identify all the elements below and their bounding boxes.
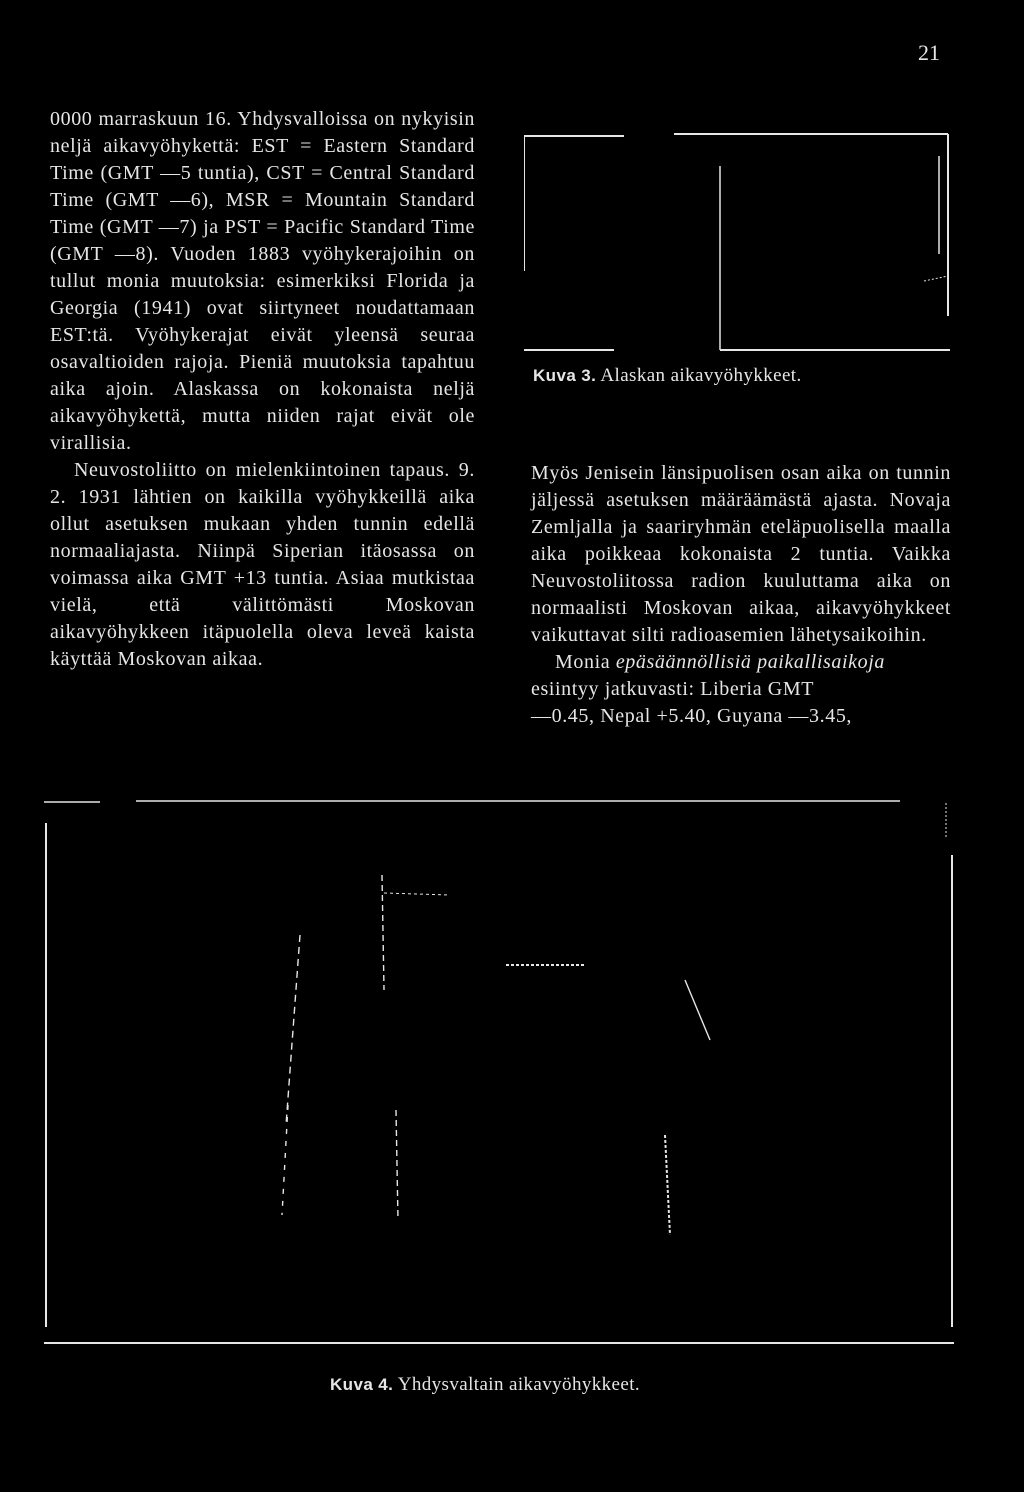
zone-boundary-1b (282, 1105, 288, 1215)
zone-boundary-2b (396, 1110, 398, 1220)
zone-boundary-1a (286, 935, 300, 1125)
page-number: 21 (918, 40, 940, 65)
figure-3-caption-text: Alaskan aikavyöhykkeet. (600, 365, 802, 386)
coast-fragment (924, 276, 948, 281)
map-frame-top-left (524, 136, 624, 271)
irregular-local-times: epäsäännöllisiä paikallisaikoja (615, 651, 885, 673)
alaska-time-zone-map (524, 126, 954, 356)
zone-boundary-2a (382, 875, 384, 990)
figure-3-caption (533, 365, 802, 387)
zone-boundary-2-branch (384, 893, 450, 895)
right-paragraph-2 (531, 649, 951, 676)
right-column (531, 460, 951, 730)
figure-4-caption (330, 1374, 640, 1396)
left-column (50, 106, 475, 673)
left-paragraph-2: Neuvostoliitto on mielenkiintoinen tapaus. 9. 2. 1931 lähtien on kaikilla vyöhykkeillä aika ollut asetuksen mukaan yhden tunnin edellä normaaliajasta. Niinpä Siperian itäosassa on voimassa aika GMT +13 tuntia. Asiaa mutkistaa vielä, että välittömästi Moskovan aikavyöhykkeen itäpuolella oleva leveä kaista käyttää Moskovan aikaa. (50, 459, 475, 670)
zone-boundary-3a (685, 980, 710, 1040)
right-paragraph-2-lines: esiintyy jatkuvasti: Liberia GMT —0.45, Nepal +5.40, Guyana —3.45, (531, 678, 853, 727)
figure-4-label: Kuva 4. (330, 1375, 394, 1394)
us-time-zone-map (40, 795, 960, 1355)
figure-3-label: Kuva 3. (533, 366, 597, 385)
left-paragraph-1: 0000 marraskuun 16. Yhdysvalloissa on nykyisin neljä aikavyöhykettä: EST = Eastern Standard Time (GMT —5 tuntia), CST = Central Standard Time (GMT —6), MSR = Mountain Standard Time (GMT —7) ja PST = Pacific Standard Time (GMT —8). Vuoden 1883 vyöhykerajoihin on tullut monia muutoksia: esimerkiksi Florida ja Georgia (1941) ovat siirtyneet noudattamaan EST:tä. Vyöhykerajat eivät yleensä seuraa osavaltioiden rajoja. Pieniä muutoksia tapahtuu aika ajoin. Alaskassa on kokonaista neljä aikavyöhykettä, mutta niiden rajat eivät ole virallisia. (50, 108, 475, 454)
figure-4-caption-text: Yhdysvaltain aikavyöhykkeet. (397, 1374, 641, 1395)
right-paragraph-1: Myös Jenisein länsipuolisen osan aika on tunnin jäljessä asetuksen määräämästä ajasta. Novaja Zemljalla ja saariryhmän eteläpuolisella maalla aika poikkeaa kokonaista 2 tuntia. Vaikka Neuvostoliitossa radion kuuluttama aika on normaalisti Moskovan aikaa, aikavyöhykkeet vaikuttavat silti radioasemien lähetysaikoihin. (531, 462, 951, 646)
right-paragraph-2-prefix: Monia (555, 651, 616, 673)
zone-boundary-3b (665, 1135, 670, 1235)
